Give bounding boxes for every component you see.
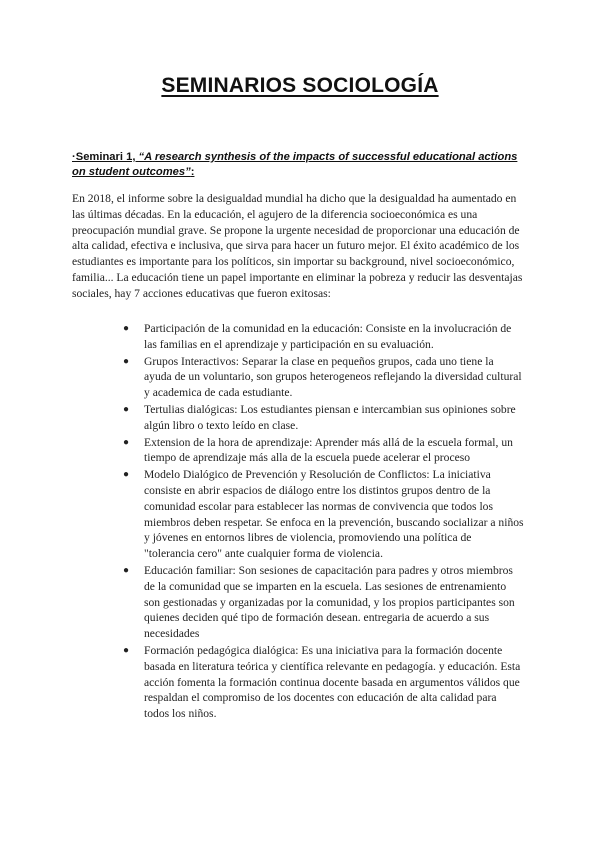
list-item-text: Extension de la hora de aprendizaje: Aprender más allá de la escuela formal, un tiempo de aprendizaje más alla de la escuela puede acelerar el proceso xyxy=(144,435,513,465)
bullet-icon: ● xyxy=(123,436,130,448)
seminar-label: ·Seminari 1, xyxy=(72,151,139,163)
list-item-text: Tertulias dialógicas: Los estudiantes piensan e intercambian sus opiniones sobre algún libro o texto leído en clase. xyxy=(144,402,516,432)
seminar-colon: : xyxy=(190,166,195,178)
list-item-text: Educación familiar: Son sesiones de capacitación para padres y otros miembros de la comunidad que se imparten en la escuela. Las sesiones de entrenamiento son gestionadas y organizadas por la comunidad, y los propios participantes son quienes deciden qué tipo de formación desean. entregaria de acuerdo a sus necesidades xyxy=(144,563,515,641)
list-item xyxy=(123,402,524,434)
list-item-text: Participación de la comunidad en la educación: Consiste en la involucración de las familias en el aprendizaje y participación en su evaluación. xyxy=(144,322,512,351)
intro-paragraph: En 2018, el informe sobre la desigualdad mundial ha dicho que la desigualdad ha aumentado en las últimas décadas. En la educación, el agujero de la diferencia socioeconómica es una preocupación mundial grave. Se propone la urgente necesidad de proporcionar una educación de alta calidad, efectiva e inclusiva, que sirva para hacer un futuro mejor. El éxito académico de los estudiantes es importante para los políticos, sin importar su background, nivel socioeconómico, familia... La educación tiene un papel importante en eliminar la pobreza y reducir las desventajas sociales, hay 7 acciones educativas que fueron exitosas: xyxy=(72,192,523,300)
list-item-text: Formación pedagógica dialógica: Es una iniciativa para la formación docente basada en literatura teórica y científica relevante en pedagogía. y educación. Esta acción fomenta la formación continua docente basada en argumentos válidos que respaldan el compromiso de los docentes con educación de alta calidad para todos los niños. xyxy=(144,643,521,721)
actions-list xyxy=(123,321,524,723)
list-item xyxy=(123,643,524,722)
bullet-icon: ● xyxy=(123,644,130,656)
seminar-heading xyxy=(72,150,532,180)
list-item-text: Modelo Dialógico de Prevención y Resolución de Conflictos: La iniciativa consiste en abrir espacios de diálogo entre los distintos grupos dentro de la comunidad escolar para establecer las normas de convivencia que todos los miembros deben respetar. Se enfoca en la prevención, buscando socializar a niños y jóvenes en entornos libres de violencia, promoviendo una política de "tolerancia cero" ante cualquier forma de violencia. xyxy=(144,468,524,561)
list-item xyxy=(123,563,524,642)
bullet-icon: ● xyxy=(123,355,130,367)
list-item xyxy=(123,467,524,562)
list-item xyxy=(123,435,524,467)
page-title: SEMINARIOS SOCIOLOGÍA xyxy=(161,74,439,97)
bullet-icon: ● xyxy=(123,403,130,415)
list-item-text: Grupos Interactivos: Separar la clase en pequeños grupos, cada uno tiene la ayuda de un voluntario, son grupos heterogeneos reflejando la diversidad cultural y academica de cada estudiante. xyxy=(144,354,522,400)
bullet-icon: ● xyxy=(123,564,130,576)
bullet-icon: ● xyxy=(123,323,130,334)
list-item xyxy=(123,321,524,353)
bullet-icon: ● xyxy=(123,469,130,481)
seminar-quote: “A research synthesis of the impacts of successful educational actions on student outcomes” xyxy=(72,151,518,178)
list-item xyxy=(123,354,524,401)
